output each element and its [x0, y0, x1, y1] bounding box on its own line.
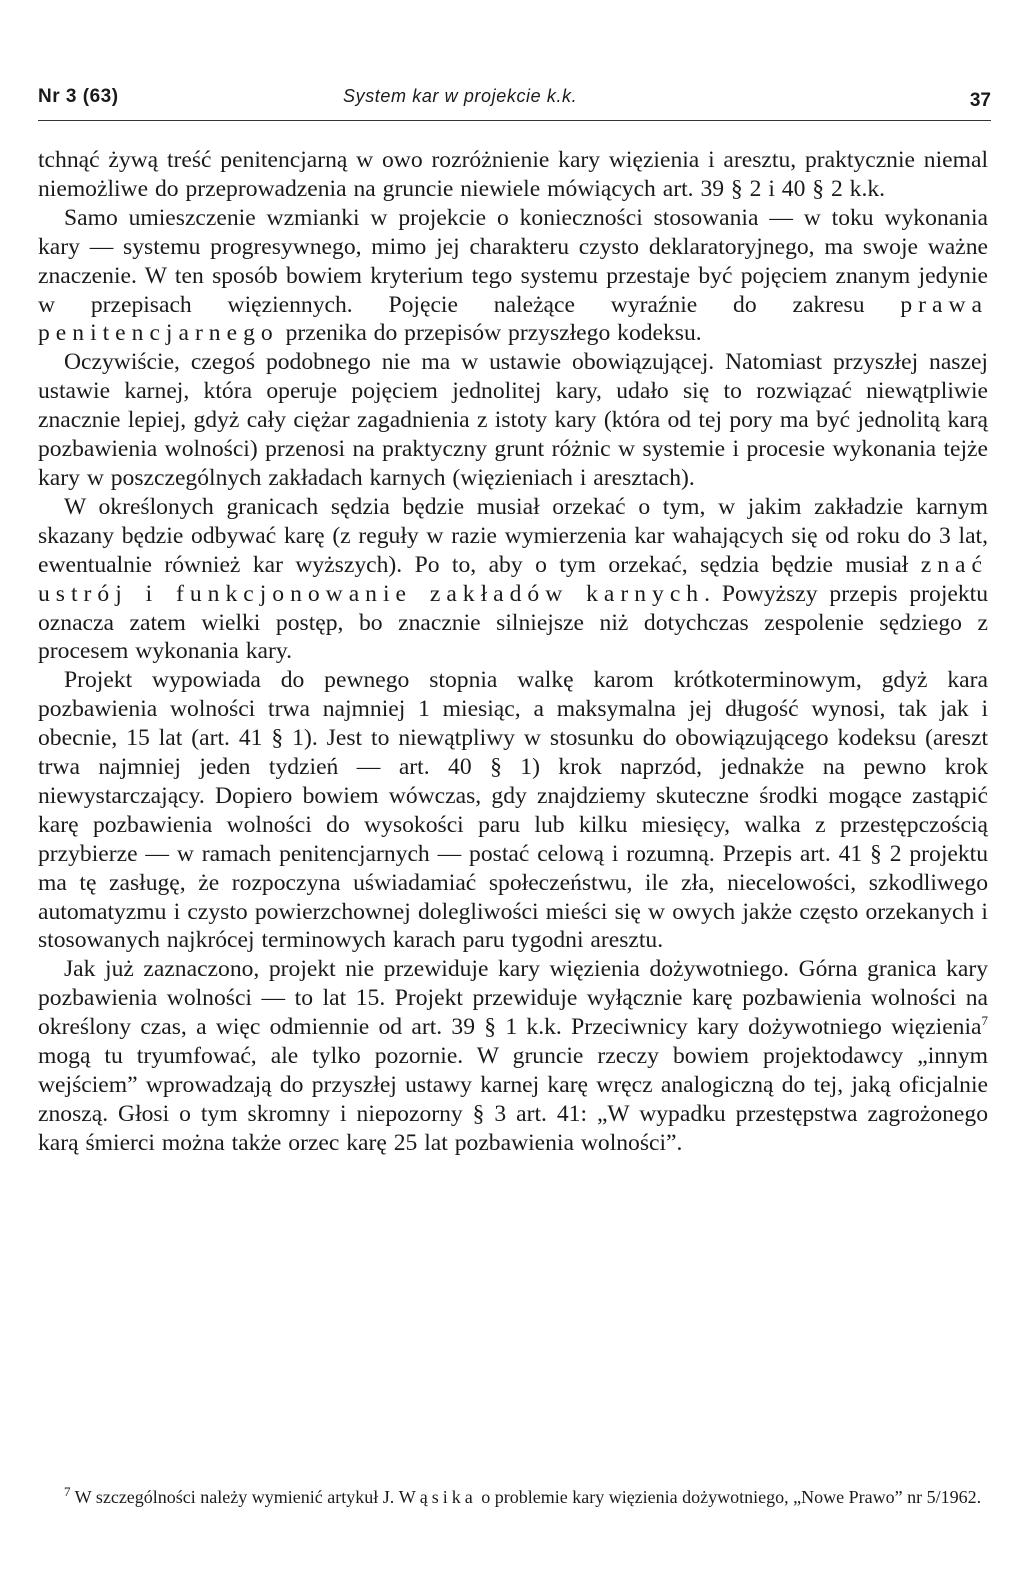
footnote — [38, 1484, 988, 1510]
paragraph-2-emphasis: prawa penitencjarnego — [38, 291, 988, 347]
footnote-text-b: o problemie kary więzienia dożywotniego, „Nowe Prawo” nr 5/1962. — [476, 1487, 982, 1507]
footnote-reference: 7 — [981, 1013, 988, 1029]
paragraph-2-text-a: Samo umieszczenie wzmianki w projekcie o konieczności stosowania — w toku wykonania kary — systemu progresywnego, mimo jej charakteru czysto deklaratoryjnego, ma swoje ważne znaczenie. W ten sposób bowiem kryterium tego systemu przestaje być pojęciem znanym jedynie w przepisach więziennych. Pojęcie należące wyraźnie do zakresu — [38, 204, 988, 318]
paragraph-4 — [38, 493, 988, 666]
paragraph-2-text-b: przenika do przepisów przyszłego kodeksu. — [278, 320, 702, 347]
paragraph-4-emphasis: znać ustrój i funkcjonowanie zakładów karnych — [38, 551, 988, 607]
issue-number: Nr 3 (63) — [38, 86, 119, 107]
header-rule — [38, 120, 991, 121]
paragraph-5 — [38, 666, 988, 955]
page-number: 37 — [969, 90, 991, 111]
paragraph-5-text: Projekt wypowiada do pewnego stopnia walkę karom krótkoterminowym, gdyż kara pozbawienia wolności trwa najmniej 1 miesiąc, a maksymalna jej długość wynosi, tak jak i obecnie, 15 lat (art. 41 § 1). Jest to niewątpliwy w stosunku do obowiązującego kodeksu (areszt trwa najmniej jeden tydzień — art. 40 § 1) krok naprzód, jednakże na pewno krok niewystarczający. Dopiero bowiem wówczas, gdy znajdziemy skuteczne środki mogące zastąpić karę pozbawienia wolności do wysokości paru lub kilku miesięcy, walka z przestępczością przybierze — w ramach penitencjarnych — postać celową i rozumną. Przepis art. 41 § 2 projektu ma tę zasługę, że rozpoczyna uświadamiać społeczeństwu, ile zła, niecelowości, szkodliwego automatyzmu i czysto powierzchownej dolegliwości mieści się w owych jakże często orzekanych i stosowanych najkrócej terminowych karach paru tygodni aresztu. — [38, 667, 988, 954]
footnote-marker: 7 — [64, 1484, 71, 1499]
footnote-text-a: W szczególności należy wymienić artykuł J. — [70, 1487, 399, 1507]
running-title: System kar w projekcie k.k. — [343, 86, 578, 106]
paragraph-4-text-a: W określonych granicach sędzia będzie musiał orzekać o tym, w jakim zakładzie karnym skazany będzie odbywać karę (z reguły w razie wymierzenia kar wahających się od roku do 3 lat, ewentualnie również kar wyższych). Po to, aby o tym orzekać, sędzia będzie musiał — [38, 493, 988, 578]
paragraph-6 — [38, 955, 988, 1157]
body-text — [38, 146, 988, 1158]
running-header — [38, 86, 991, 114]
paragraph-1 — [38, 146, 988, 204]
paragraph-6-text-b: mogą tu tryumfować, ale tylko pozornie. W gruncie rzeczy bowiem projektodawcy „innym wejściem” wprowadzają do przyszłej ustawy karnej karę wręcz analogiczną do tej, jaką oficjalnie znoszą. Głosi o tym skromny i niepozorny § 3 art. 41: „W wypadku przestępstwa zagrożonego karą śmierci można także orzec karę 25 lat pozbawienia wolności”. — [38, 1043, 988, 1156]
paragraph-3-text: Oczywiście, czegoś podobnego nie ma w ustawie obowiązującej. Natomiast przyszłej naszej ustawie karnej, która operuje pojęciem jednolitej kary, udało się to rozwiązać niewątpliwie znacznie lepiej, gdyż cały ciężar zagadnienia z istoty kary (która od tej pory ma być jednolitą karą pozbawienia wolności) przenosi na praktyczny grunt różnic w systemie i procesie wykonania tejże kary w poszczególnych zakładach karnych (więzieniach i aresztach). — [38, 349, 988, 491]
paragraph-1-text: tchnąć żywą treść penitencjarną w owo rozróżnienie kary więzienia i aresztu, praktycznie niemal niemożliwe do przeprowadzenia na gruncie niewiele mówiących art. 39 § 2 i 40 § 2 k.k. — [38, 147, 988, 202]
paragraph-4-text-b: . Powyższy przepis projektu oznacza zatem wielki postęp, bo znacznie silniejsze niż dotychczas zespolenie sędziego z procesem wykonania kary. — [38, 580, 989, 665]
paragraph-6-text-a: Jak już zaznaczono, projekt nie przewiduje kary więzienia dożywotniego. Górna granica kary pozbawienia wolności — to lat 15. Projekt przewiduje wyłącznie karę pozbawienia wolności na określony czas, a więc odmiennie od art. 39 § 1 k.k. Przeciwnicy kary dożywotniego więzienia — [38, 956, 988, 1041]
footnote-author: Wąsika — [398, 1487, 477, 1507]
paragraph-3 — [38, 348, 988, 493]
paragraph-2 — [38, 204, 988, 349]
